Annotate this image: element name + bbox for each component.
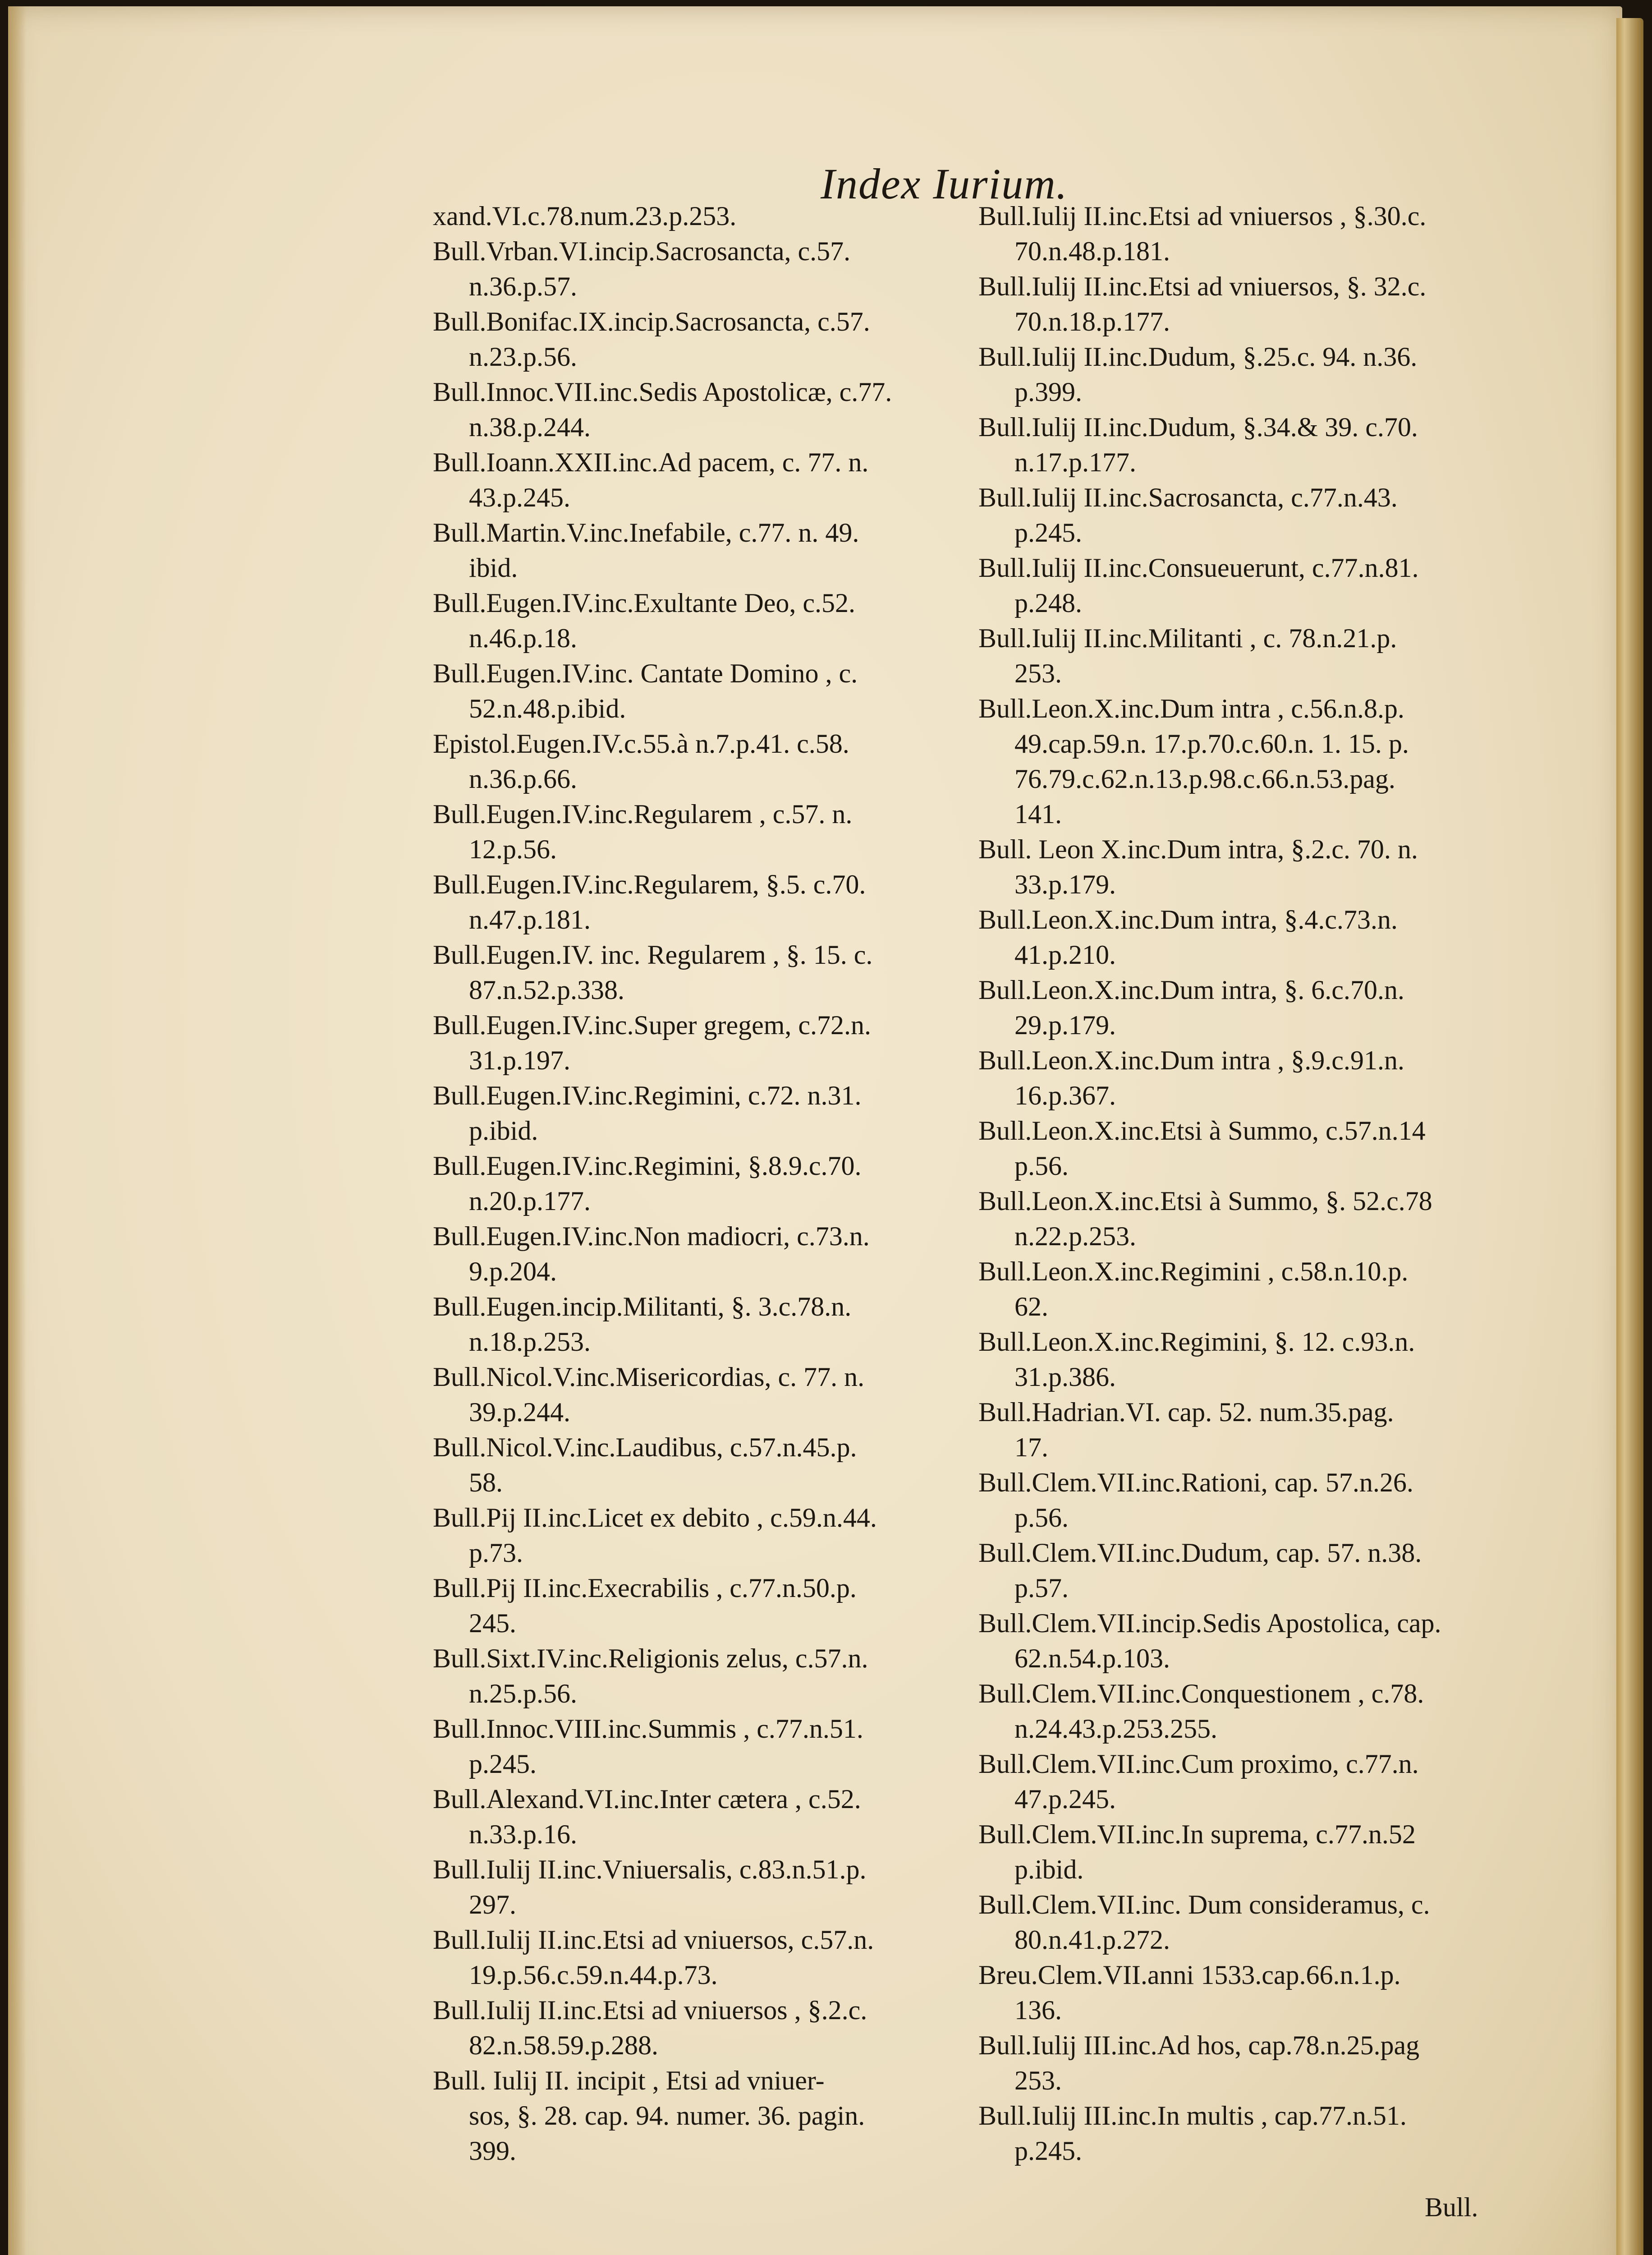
index-entry-line: Bull.Iulij III.inc.Ad hos, cap.78.n.25.pag [978,2030,1420,2060]
index-entry-continuation: n.18.p.253. [469,1327,591,1357]
index-entry-line: Bull.Clem.VII.inc.In suprema, c.77.n.52 [978,1819,1416,1849]
index-entry-line: Bull.Nicol.V.inc.Misericordias, c. 77. n. [433,1362,865,1392]
index-entry-continuation: n.36.p.57. [469,272,577,301]
index-entry [978,1324,1510,1394]
index-entry-line: Bull.Clem.VII.inc.Conquestionem , c.78. [978,1679,1424,1708]
index-entry [433,1430,974,1500]
index-entry-continuation: 80.n.41.p.272. [1014,1925,1170,1955]
index-entry-continuation: 47.p.245. [1014,1784,1116,1814]
index-entry [978,1887,1510,1957]
index-entry-continuation: n.23.p.56. [469,342,577,372]
index-entry [978,1817,1510,1887]
index-entry-continuation: 297. [469,1890,516,1919]
index-entry-line: Bull.Iulij II.inc.Sacrosancta, c.77.n.43. [978,483,1398,512]
index-entry-continuation: 43.p.245. [469,483,570,512]
index-entry-continuation: n.22.p.253. [1014,1221,1136,1251]
index-entry-continuation: p.57. [1014,1573,1069,1603]
index-entry [433,656,974,726]
index-entry-line: Bull.Clem.VII.inc. Dum consideramus, c. [978,1890,1430,1919]
index-entry-continuation: p.245. [1014,2136,1082,2166]
index-entry [978,1254,1510,1324]
index-entry-continuation: 245. [469,1608,516,1638]
index-entry-line: Bull.Leon.X.inc.Regimini, §. 12. c.93.n. [978,1327,1415,1357]
index-entry-continuation: 141. [1014,799,1062,829]
index-entry [978,1746,1510,1817]
index-entry [433,1993,974,2063]
index-entry-line: Bull.Iulij II.inc.Dudum, §.34.& 39. c.70. [978,412,1418,442]
index-entry [433,374,974,445]
index-entry-continuation: n.36.p.66. [469,764,577,794]
index-entry [978,198,1510,269]
index-entry-line: Bull.Eugen.IV.inc.Regularem , c.57. n. [433,799,853,829]
index-entry-continuation: 136. [1014,1995,1062,2025]
index-entry [978,1465,1510,1535]
index-entry [978,2098,1510,2168]
index-entry-line: Bull.Eugen.IV.inc.Non madiocri, c.73.n. [433,1221,870,1251]
index-entry [978,1113,1510,1183]
index-entry-continuation: 58. [469,1468,503,1497]
index-entry [978,832,1510,902]
index-entry-line: Bull.Eugen.IV.inc.Regimini, §.8.9.c.70. [433,1151,862,1181]
index-column-left [433,198,974,2168]
index-entry-line: Bull.Leon.X.inc.Dum intra, §. 6.c.70.n. [978,975,1404,1005]
index-entry [433,445,974,515]
index-entry [433,1289,974,1359]
index-entry-continuation: sos, §. 28. cap. 94. numer. 36. pagin. [469,2101,865,2131]
index-entry-continuation: p.56. [1014,1503,1069,1532]
index-entry-line: Bull.Nicol.V.inc.Laudibus, c.57.n.45.p. [433,1432,857,1462]
index-entry [433,1219,974,1289]
index-entry [433,937,974,1008]
index-entry [433,1570,974,1641]
index-entry [433,585,974,656]
index-entry-line: xand.VI.c.78.num.23.p.253. [433,201,737,231]
index-entry-line: Bull.Eugen.IV.inc.Super gregem, c.72.n. [433,1010,872,1040]
index-entry-continuation: 87.n.52.p.338. [469,975,624,1005]
index-entry-continuation: 52.n.48.p.ibid. [469,694,626,723]
index-entry-line: Bull.Clem.VII.inc.Rationi, cap. 57.n.26. [978,1468,1413,1497]
index-entry-line: Bull.Leon.X.inc.Dum intra , c.56.n.8.p. [978,694,1404,723]
index-entry [978,1676,1510,1746]
page-foredge [1616,18,1643,2255]
index-entry-continuation: 9.p.204. [469,1256,557,1286]
index-entry-continuation: 17. [1014,1432,1048,1462]
index-entry-continuation: 29.p.179. [1014,1010,1116,1040]
running-header: Index Iurium. [821,160,1068,208]
index-entry-continuation: n.47.p.181. [469,905,591,934]
index-entry [978,902,1510,972]
index-entry-continuation: 399. [469,2136,516,2166]
index-entry [978,972,1510,1043]
index-entry-line: Bull.Martin.V.inc.Inefabile, c.77. n. 49. [433,518,859,548]
index-entry [433,515,974,585]
index-entry [433,1711,974,1781]
index-entry-continuation: 39.p.244. [469,1397,570,1427]
index-entry-line: Bull.Iulij II.inc.Etsi ad vniuersos , §.30.c. [978,201,1427,231]
index-entry-line: Bull.Eugen.IV.inc.Regimini, c.72. n.31. [433,1081,862,1110]
index-entry-continuation: 62. [1014,1292,1048,1321]
index-entry-line: Bull.Bonifac.IX.incip.Sacrosancta, c.57. [433,307,870,336]
index-entry-continuation: n.17.p.177. [1014,447,1136,477]
index-entry-continuation: 76.79.c.62.n.13.p.98.c.66.n.53.pag. [1014,764,1395,794]
index-entry-line: Bull.Pij II.inc.Licet ex debito , c.59.n.44. [433,1503,877,1532]
index-entry [978,1183,1510,1254]
index-entry-line: Bull.Alexand.VI.inc.Inter cætera , c.52. [433,1784,861,1814]
index-entry [433,1008,974,1078]
index-entry [978,1535,1510,1606]
index-entry-line: Bull.Iulij II.inc.Dudum, §.25.c. 94. n.36. [978,342,1418,372]
index-entry-line: Bull.Pij II.inc.Execrabilis , c.77.n.50.p. [433,1573,857,1603]
index-entry [433,1922,974,1993]
index-entry-line: Bull. Iulij II. incipit , Etsi ad vniuer- [433,2066,825,2095]
index-entry-continuation: 31.p.197. [469,1045,570,1075]
index-entry-continuation: 31.p.386. [1014,1362,1116,1392]
index-entry [978,691,1510,832]
catchword: Bull. [1425,2192,1478,2222]
index-entry [433,867,974,937]
index-entry-continuation: 33.p.179. [1014,870,1116,899]
index-entry-continuation: p.245. [1014,518,1082,548]
index-entry [433,304,974,374]
index-entry-continuation: p.248. [1014,588,1082,618]
index-entry-continuation: n.24.43.p.253.255. [1014,1714,1217,1744]
index-entry-continuation: p.399. [1014,377,1082,407]
index-entry-continuation: p.ibid. [1014,1855,1084,1884]
index-entry [978,550,1510,621]
index-entry-continuation: p.73. [469,1538,523,1568]
index-entry-line: Bull.Leon.X.inc.Regimini , c.58.n.10.p. [978,1256,1409,1286]
index-entry [978,621,1510,691]
index-entry-line: Breu.Clem.VII.anni 1533.cap.66.n.1.p. [978,1960,1401,1990]
index-entry-line: Bull.Eugen.IV.inc. Cantate Domino , c. [433,658,858,688]
index-entry [433,1359,974,1430]
index-entry-continuation: 12.p.56. [469,834,557,864]
index-entry-line: Bull.Leon.X.inc.Etsi à Summo, §. 52.c.78 [978,1186,1432,1216]
index-entry [433,2063,974,2168]
index-entry [433,796,974,867]
index-entry-continuation: 41.p.210. [1014,940,1116,970]
index-entry-continuation: ibid. [469,553,518,583]
index-entry-line: Bull.Innoc.VII.inc.Sedis Apostolicæ, c.77. [433,377,892,407]
index-entry-line: Bull.Clem.VII.inc.Cum proximo, c.77.n. [978,1749,1419,1779]
index-entry-line: Bull.Leon.X.inc.Etsi à Summo, c.57.n.14 [978,1116,1426,1146]
index-entry [433,1641,974,1711]
index-entry-line: Bull.Ioann.XXII.inc.Ad pacem, c. 77. n. [433,447,869,477]
index-entry [433,1148,974,1219]
index-entry-line: Bull.Iulij II.inc.Etsi ad vniuersos , §.2.c. [433,1995,867,2025]
index-entry [433,726,974,796]
index-entry-continuation: n.20.p.177. [469,1186,591,1216]
index-entry-continuation: 253. [1014,2066,1062,2095]
index-entry-line: Bull.Vrban.VI.incip.Sacrosancta, c.57. [433,236,851,266]
index-entry-continuation: n.33.p.16. [469,1819,577,1849]
index-entry-line: Bull.Hadrian.VI. cap. 52. num.35.pag. [978,1397,1394,1427]
index-entry-continuation: 70.n.18.p.177. [1014,307,1170,336]
index-entry-continuation: p.ibid. [469,1116,538,1146]
index-entry-line: Bull.Sixt.IV.inc.Religionis zelus, c.57.n. [433,1643,868,1673]
index-entry-line: Bull.Iulij II.inc.Etsi ad vniuersos, §. 32.c. [978,272,1427,301]
index-entry-line: Bull.Leon.X.inc.Dum intra, §.4.c.73.n. [978,905,1398,934]
index-entry-line: Bull.Innoc.VIII.inc.Summis , c.77.n.51. [433,1714,863,1744]
index-entry-continuation: 82.n.58.59.p.288. [469,2030,658,2060]
index-entry [978,2028,1510,2098]
index-entry-line: Epistol.Eugen.IV.c.55.à n.7.p.41. c.58. [433,729,849,759]
index-column-right [978,198,1510,2168]
index-entry-line: Bull.Iulij II.inc.Militanti , c. 78.n.21.p. [978,623,1397,653]
index-entry [978,1394,1510,1465]
index-entry [433,198,974,234]
index-entry [433,1781,974,1852]
index-entry-line: Bull.Clem.VII.inc.Dudum, cap. 57. n.38. [978,1538,1422,1568]
index-entry [433,1500,974,1570]
index-entry [433,1852,974,1922]
index-entry-continuation: 62.n.54.p.103. [1014,1643,1170,1673]
index-entry-continuation: 19.p.56.c.59.n.44.p.73. [469,1960,718,1990]
index-entry-line: Bull.Clem.VII.incip.Sedis Apostolica, cap. [978,1608,1441,1638]
index-entry [978,1957,1510,2028]
index-entry-line: Bull.Iulij II.inc.Etsi ad vniuersos, c.57.n. [433,1925,874,1955]
index-entry-line: Bull.Eugen.IV.inc.Exultante Deo, c.52. [433,588,856,618]
index-entry [978,1043,1510,1113]
index-entry-line: Bull.Eugen.incip.Militanti, §. 3.c.78.n. [433,1292,852,1321]
index-entry [978,410,1510,480]
index-entry-line: Bull.Eugen.IV. inc. Regularem , §. 15. c. [433,940,873,970]
index-entry-continuation: 49.cap.59.n. 17.p.70.c.60.n. 1. 15. p. [1014,729,1409,759]
index-entry-line: Bull.Iulij III.inc.In multis , cap.77.n.51. [978,2101,1407,2131]
index-entry-continuation: p.245. [469,1749,537,1779]
index-entry-line: Bull.Iulij II.inc.Consueuerunt, c.77.n.81. [978,553,1419,583]
index-entry-continuation: n.25.p.56. [469,1679,577,1708]
index-entry [978,1606,1510,1676]
gutter-shadow [8,6,26,2255]
index-entry-continuation: 16.p.367. [1014,1081,1116,1110]
index-entry-continuation: n.46.p.18. [469,623,577,653]
index-entry-line: Bull.Leon.X.inc.Dum intra , §.9.c.91.n. [978,1045,1404,1075]
index-entry-line: Bull. Leon X.inc.Dum intra, §.2.c. 70. n. [978,834,1418,864]
index-entry-line: Bull.Iulij II.inc.Vniuersalis, c.83.n.51.p. [433,1855,867,1884]
index-entry-continuation: 70.n.48.p.181. [1014,236,1170,266]
index-entry-continuation: p.56. [1014,1151,1069,1181]
index-entry [978,339,1510,410]
index-entry [433,1078,974,1148]
index-entry [978,480,1510,550]
index-entry-continuation: 253. [1014,658,1062,688]
index-entry-line: Bull.Eugen.IV.inc.Regularem, §.5. c.70. [433,870,866,899]
index-entry-continuation: n.38.p.244. [469,412,591,442]
index-entry [433,234,974,304]
index-entry [978,269,1510,339]
